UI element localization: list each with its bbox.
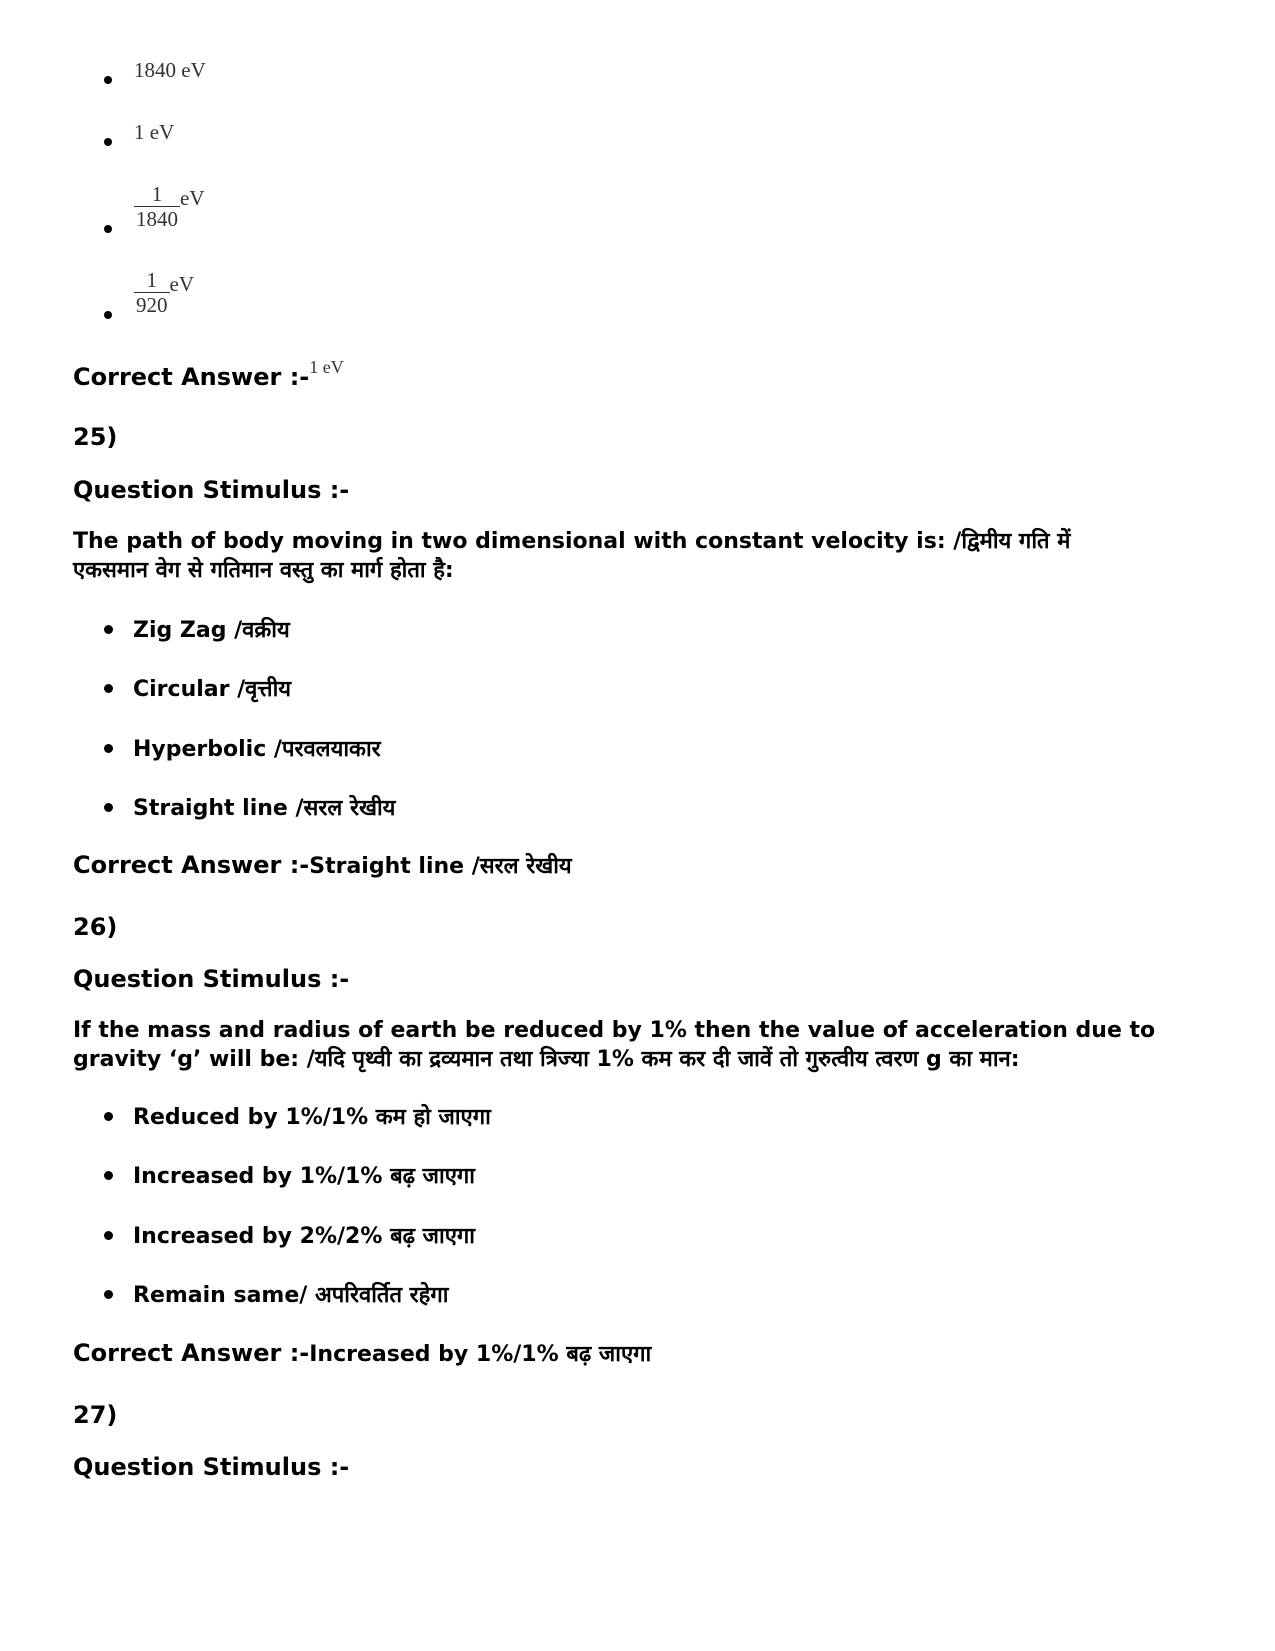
option-text: 1840 eV [134,58,206,82]
correct-answer-value: Increased by 1%/1% बढ़ जाएगा [309,1342,652,1367]
option-text: Circular /वृत्तीय [133,677,292,702]
correct-answer-label: Correct Answer :- [73,363,310,391]
stimulus-line: The path of body moving in two dimensional with constant velocity is: /द्विमीय गति में [73,529,1071,554]
option-text: Increased by 1%/1% बढ़ जाएगा [133,1164,475,1189]
option-fraction [134,268,194,317]
question-number: 26) [73,913,118,941]
correct-answer-value: 1 eV [309,357,344,377]
question-stimulus-label: Question Stimulus :- [73,476,350,504]
fraction-numerator: 1 [146,268,157,292]
option-text: 1 eV [134,120,175,144]
option-text: Straight line /सरल रेखीय [133,796,396,821]
bullet-icon [104,1290,113,1299]
option-item [104,675,291,705]
option-text: Increased by 2%/2% बढ़ जाएगा [133,1224,475,1249]
question-stimulus-label: Question Stimulus :- [73,965,350,993]
bullet-icon [104,138,112,146]
option-text: Reduced by 1%/1% कम हो जाएगा [133,1105,491,1130]
bullet-icon [104,803,113,812]
stimulus-line: एकसमान वेग से गतिमान वस्तु का मार्ग होता है: [73,558,454,583]
bullet-icon [104,225,112,233]
option-text: Remain same/ अपरिवर्तित रहेगा [133,1283,449,1308]
option-item [104,616,290,646]
bullet-icon [104,744,113,753]
stimulus-line: If the mass and radius of earth be reduced by 1% then the value of acceleration due to [73,1018,1156,1043]
question-stimulus [73,527,1223,585]
option-text: Hyperbolic /परवलयाकार [133,737,381,762]
option-item [104,1281,448,1311]
fraction-denominator: 1840 [136,207,178,231]
option-item [104,1222,475,1252]
correct-answer-label: Correct Answer :- [73,1339,310,1367]
fraction-numerator: 1 [151,182,163,206]
bullet-icon [104,1171,113,1180]
correct-answer-label: Correct Answer :- [73,851,310,879]
fraction-denominator: 920 [136,293,168,317]
bullet-icon [104,311,112,319]
correct-answer-value: Straight line /सरल रेखीय [309,854,572,879]
stimulus-line: gravity ‘g’ will be: /यदि पृथ्वी का द्रव्यमान तथा त्रिज्या 1% कम कर दी जावें तो गुरुत्वीय त्वरण g का मान: [73,1047,1020,1072]
fraction [134,182,180,231]
bullet-icon [104,1112,113,1121]
fraction [134,268,170,317]
bullet-icon [104,1231,113,1240]
fraction-unit: eV [180,186,205,210]
correct-answer [73,1338,651,1370]
option-text: Zig Zag /वक्रीय [133,618,290,643]
option-item [104,735,381,765]
question-number: 27) [73,1401,118,1429]
bullet-icon [104,625,113,634]
question-number: 25) [73,423,118,451]
option-fraction [134,182,205,231]
bullet-icon [104,76,112,84]
fraction-unit: eV [169,272,194,296]
correct-answer [73,850,572,882]
option-item [104,794,395,824]
correct-answer [73,357,344,394]
question-stimulus-label: Question Stimulus :- [73,1453,350,1481]
bullet-icon [104,684,113,693]
option-item [104,1162,475,1192]
question-stimulus [73,1016,1223,1074]
option-item [104,1103,491,1133]
